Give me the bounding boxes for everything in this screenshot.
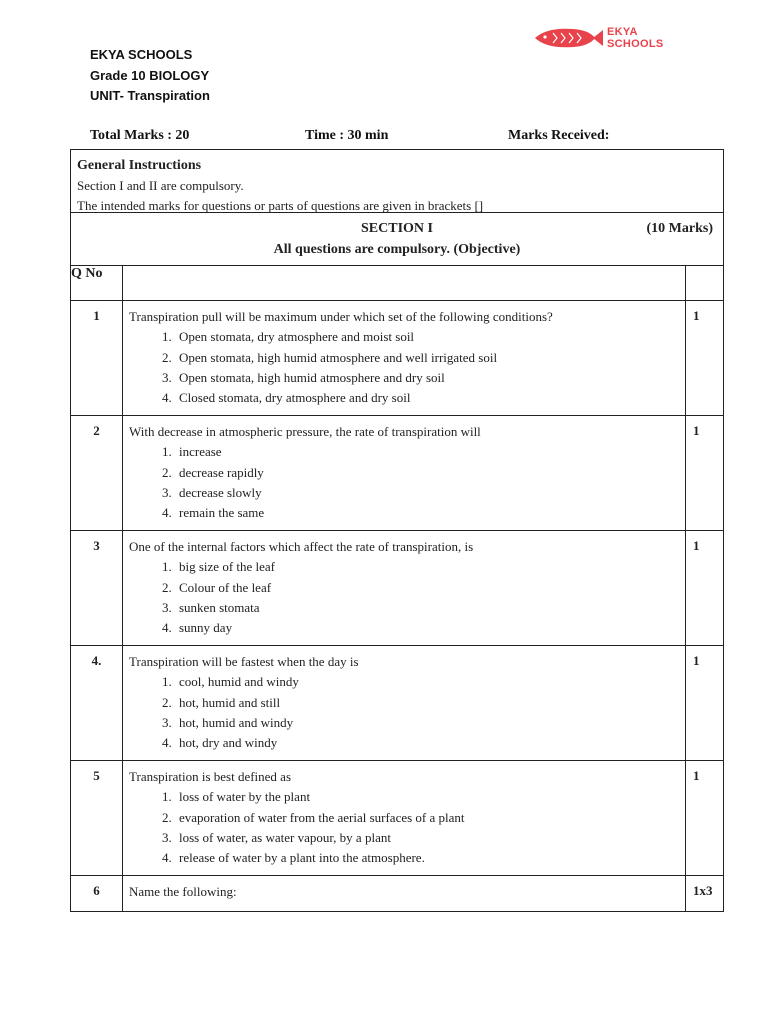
question-row (71, 876, 724, 912)
answer-option: 1. cool, humid and windy (175, 672, 679, 692)
answer-option: 4. Closed stomata, dry atmosphere and dry soil (175, 388, 679, 408)
total-marks: Total Marks : 20 (90, 128, 190, 143)
logo-text (607, 26, 664, 50)
answer-option: 3. hot, humid and windy (175, 713, 679, 733)
unit-title: UNIT- Transpiration (90, 88, 210, 103)
question-row (71, 646, 724, 761)
question-number: 6 (71, 876, 123, 912)
answer-option: 2. Colour of the leaf (175, 578, 679, 598)
marks-column-header (686, 266, 724, 301)
question-number: 4. (71, 646, 123, 761)
question-row (71, 761, 724, 876)
grade-subject: Grade 10 BIOLOGY (90, 67, 210, 83)
answer-option: 4. remain the same (175, 503, 679, 523)
answer-option: 1. increase (175, 442, 679, 462)
question-cell (123, 761, 686, 876)
exam-table (70, 149, 724, 912)
question-number: 2 (71, 416, 123, 531)
question-number: 3 (71, 531, 123, 646)
answer-option: 4. release of water by a plant into the atmosphere. (175, 848, 679, 868)
ekya-logo (533, 24, 664, 52)
answer-option: 3. decrease slowly (175, 483, 679, 503)
answer-option: 2. Open stomata, high humid atmosphere and well irrigated soil (175, 348, 679, 368)
question-cell (123, 301, 686, 416)
logo-text-line1: EKYA (607, 26, 638, 38)
question-row (71, 531, 724, 646)
question-number: 1 (71, 301, 123, 416)
answer-option: 3. Open stomata, high humid atmosphere and dry soil (175, 368, 679, 388)
question-marks: 1 (686, 646, 724, 761)
option-list (129, 442, 679, 523)
section-marks: (10 Marks) (646, 221, 713, 236)
question-marks: 1 (686, 531, 724, 646)
option-list (129, 787, 679, 868)
fish-logo-icon (533, 27, 603, 49)
answer-option: 2. hot, humid and still (175, 693, 679, 713)
question-cell (123, 646, 686, 761)
instruction-line: The intended marks for questions or parts of questions are given in brackets [] (77, 198, 484, 213)
option-list (129, 557, 679, 638)
option-list (129, 672, 679, 753)
section-header (71, 213, 724, 266)
question-cell (123, 416, 686, 531)
question-marks: 1 (686, 761, 724, 876)
instruction-line: Section I and II are compulsory. (77, 178, 244, 193)
time-allowed: Time : 30 min (305, 128, 389, 143)
question-text: With decrease in atmospheric pressure, the rate of transpiration will (129, 424, 481, 439)
school-name: EKYA SCHOOLS (90, 47, 193, 62)
question-text: Transpiration will be fastest when the day is (129, 654, 359, 669)
question-row (71, 416, 724, 531)
answer-option: 2. evaporation of water from the aerial surfaces of a plant (175, 808, 679, 828)
question-cell (123, 531, 686, 646)
section-title: SECTION I (361, 221, 433, 236)
answer-option: 2. decrease rapidly (175, 463, 679, 483)
question-text: Transpiration pull will be maximum under which set of the following conditions? (129, 309, 553, 324)
answer-option: 3. loss of water, as water vapour, by a plant (175, 828, 679, 848)
instructions-heading: General Instructions (77, 158, 202, 173)
answer-option: 1. Open stomata, dry atmosphere and moist soil (175, 327, 679, 347)
answer-option: 4. sunny day (175, 618, 679, 638)
question-column-header (123, 266, 686, 301)
question-text: One of the internal factors which affect the rate of transpiration, is (129, 539, 474, 554)
question-row (71, 301, 724, 416)
section-subtitle: All questions are compulsory. (Objective) (273, 242, 521, 257)
answer-option: 1. loss of water by the plant (175, 787, 679, 807)
question-text: Name the following: (129, 884, 237, 899)
marks-received: Marks Received: (508, 128, 610, 143)
answer-option: 4. hot, dry and windy (175, 733, 679, 753)
question-marks: 1 (686, 301, 724, 416)
qno-column-header: Q No (71, 266, 123, 301)
question-cell (123, 876, 686, 912)
answer-option: 3. sunken stomata (175, 598, 679, 618)
school-info (90, 45, 210, 107)
general-instructions (71, 150, 724, 213)
option-list (129, 327, 679, 408)
question-marks: 1x3 (686, 876, 724, 912)
question-number: 5 (71, 761, 123, 876)
question-marks: 1 (686, 416, 724, 531)
logo-text-line2: SCHOOLS (607, 38, 664, 50)
question-text: Transpiration is best defined as (129, 769, 291, 784)
answer-option: 1. big size of the leaf (175, 557, 679, 577)
